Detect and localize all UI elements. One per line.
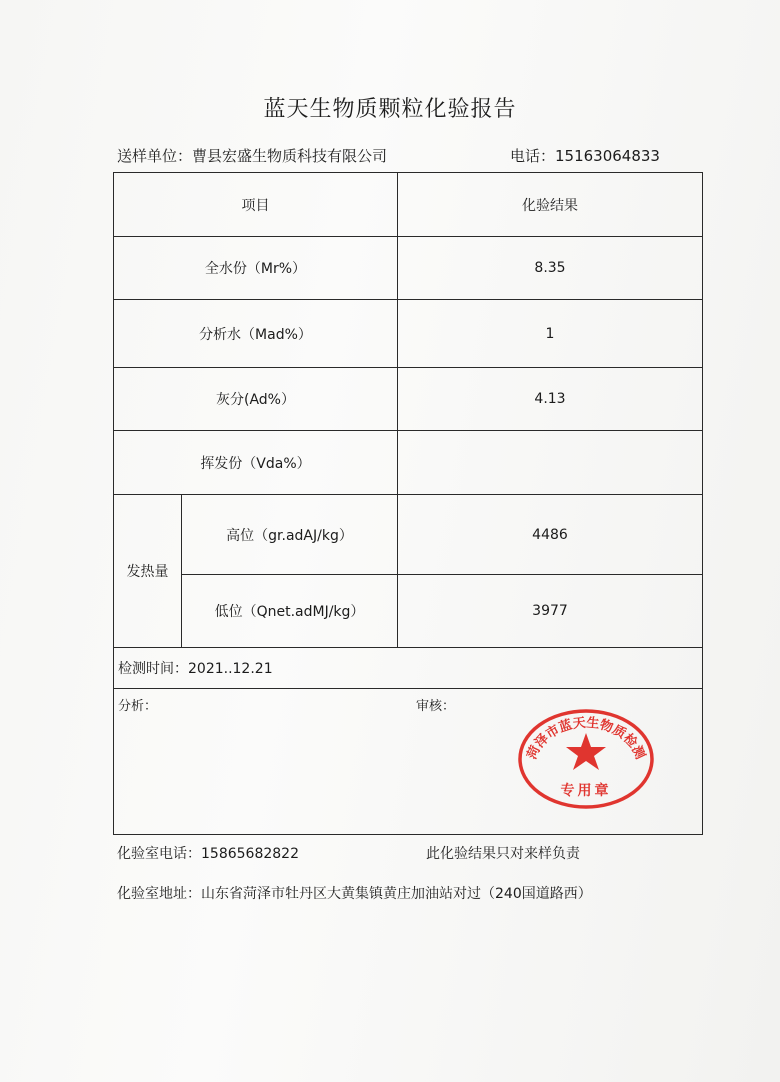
- table-row: [114, 368, 703, 431]
- table-row: [114, 495, 703, 575]
- table-row: [114, 300, 703, 368]
- seal-bottom-text: 专用章: [560, 783, 612, 799]
- row-result-volatile: [398, 431, 703, 495]
- row-item-ash: 灰分(Ad%）: [114, 368, 398, 431]
- analysis-label: 分析：: [118, 699, 158, 714]
- sender-unit: 送样单位：曹县宏盛生物质科技有限公司: [117, 147, 388, 165]
- table-row: [114, 648, 703, 689]
- seal-star-icon: [566, 733, 606, 770]
- disclaimer: 此化验结果只对来样负责: [426, 846, 580, 862]
- table-row: [114, 431, 703, 495]
- row-result-moisture: 8.35: [398, 237, 703, 300]
- header-result: 化验结果: [398, 173, 703, 237]
- row-item-gross-heat: 高位（gr.adAJ/kg）: [182, 495, 398, 575]
- sender-phone: 电话：15163064833: [510, 147, 660, 165]
- row-result-ash: 4.13: [398, 368, 703, 431]
- heat-label: 发热量: [114, 495, 182, 648]
- seal-arc-text: 菏泽市蓝天生物质检测: [524, 715, 648, 762]
- row-result-net-heat: 3977: [398, 575, 703, 648]
- row-result-gross-heat: 4486: [398, 495, 703, 575]
- official-seal: [516, 707, 656, 811]
- row-item-net-heat: 低位（Qnet.adMJ/kg）: [182, 575, 398, 648]
- test-time-cell: [114, 648, 703, 689]
- row-item-moisture: 全水份（Mr%）: [114, 237, 398, 300]
- lab-address: 化验室地址：山东省菏泽市牡丹区大黄集镇黄庄加油站对过（240国道路西）: [117, 886, 592, 902]
- table-header-row: [114, 173, 703, 237]
- review-label: 审核：: [416, 699, 456, 714]
- row-result-analysis-water: 1: [398, 300, 703, 368]
- table-row: [114, 237, 703, 300]
- row-item-volatile: 挥发份（Vda%）: [114, 431, 398, 495]
- row-item-analysis-water: 分析水（Mad%）: [114, 300, 398, 368]
- report-title: 蓝天生物质颗粒化验报告: [263, 97, 517, 122]
- test-time: 检测时间：2021..12.21: [118, 661, 273, 677]
- lab-phone: 化验室电话：15865682822: [117, 846, 299, 862]
- table-row: [114, 575, 703, 648]
- header-item: 项目: [114, 173, 398, 237]
